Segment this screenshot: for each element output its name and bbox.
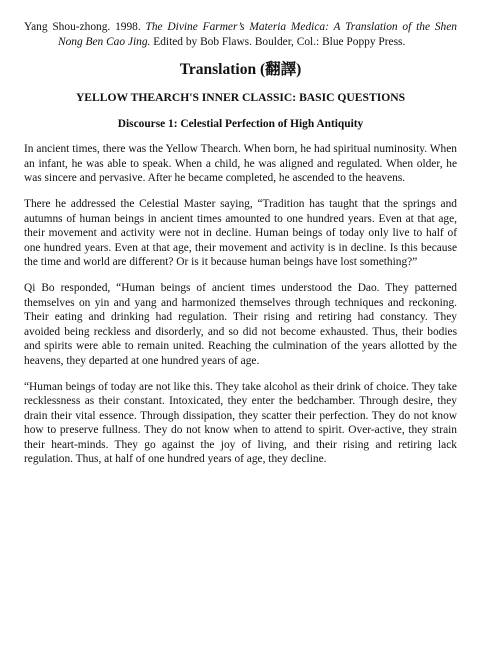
body-paragraph: “Human beings of today are not like this. They take alcohol as their drink of choice. They take recklessness as their constant. Intoxicated, they enter the bedchamber. Through desire, they drain their vital essence. Through dissipation, they scatter their perfection. They do not know how to preserve fullness. They do not know when to attend to spirit. Over-active, they strain their heart-minds. They go against the joy of living, and their rising and retiring lack regulation. Thus, at half of one hundred years of age, they decline. (24, 380, 457, 466)
body-paragraph: There he addressed the Celestial Master saying, “Tradition has taught that the springs and autumns of human beings in ancient times amounted to one hundred years. Even at that age, their movement and activity were not in decline. Human beings of today only live to half of one hundred years. Even at that age, their movement and activity is in decline. Is this because the time and world are different? Or is it because human beings have lost something?” (24, 197, 457, 269)
reference-author-year: Yang Shou-zhong. 1998. (24, 21, 141, 33)
bibliographic-reference (24, 20, 457, 49)
section-subtitle: YELLOW THEARCH'S INNER CLASSIC: BASIC QUESTIONS (75, 91, 406, 105)
reference-publisher: Edited by Bob Flaws. Boulder, Col.: Blue Poppy Press. (153, 35, 406, 48)
body-paragraph: In ancient times, there was the Yellow Thearch. When born, he had spiritual numinosity. When an infant, he was able to speak. When a child, he was aligned and regulated. When older, he was sincere and pervasive. After he became completed, he ascended to the heavens. (24, 143, 457, 185)
page-title: Translation (翻譯) (179, 61, 302, 79)
body-paragraph: Qi Bo responded, “Human beings of ancient times understood the Dao. They patterned themselves on yin and yang and harmonized themselves through techniques and reckoning. Their eating and drinking had regulation. Their rising and retiring had constancy. They avoided being reckless and disorderly, and so did not become exhausted. Thus, their bodies and spirits were able to remain united. Reaching the culmination of the years allotted by the heavens, they departed at one hundred years of age. (24, 281, 457, 367)
discourse-heading: Discourse 1: Celestial Perfection of High Antiquity (117, 118, 364, 131)
reference-title: The Divine Farmer’s Materia Medica: A Translation of the Shen Nong Ben Cao Jing. (58, 21, 457, 48)
